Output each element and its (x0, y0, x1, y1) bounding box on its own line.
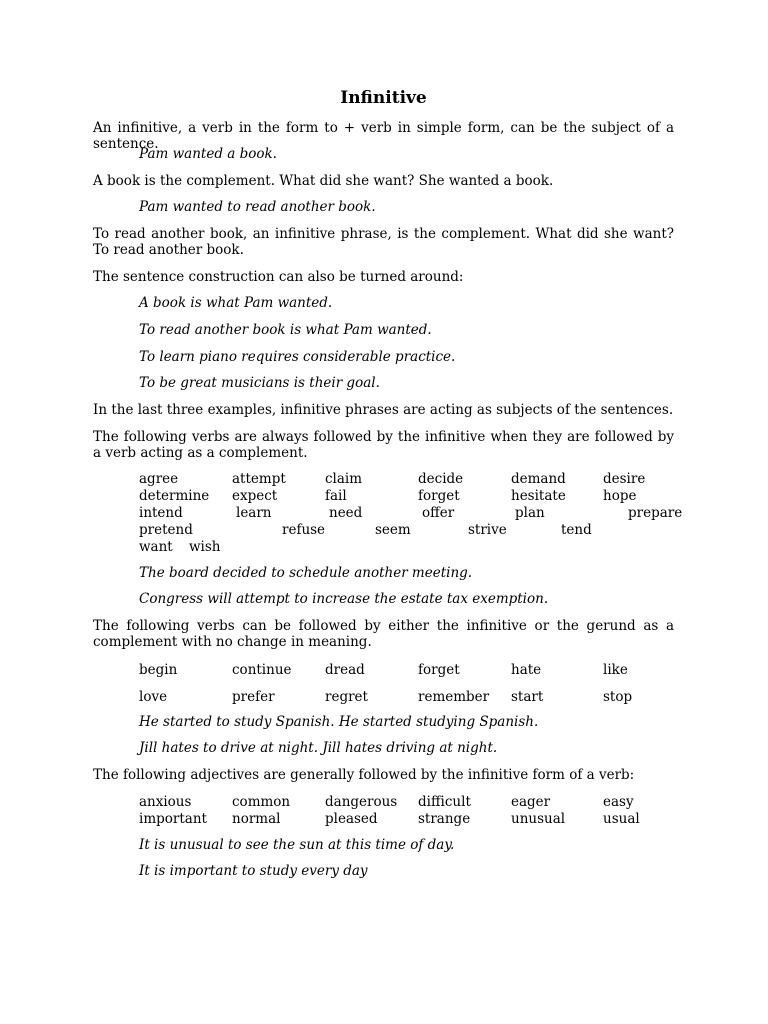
word: prefer (232, 689, 275, 705)
example-sentence: To be great musicians is their goal. (139, 375, 380, 391)
example-sentence: It is unusual to see the sun at this time of day. (139, 837, 455, 853)
word: like (603, 662, 628, 678)
verb-list-infinitive (139, 471, 683, 556)
example-sentence: It is important to study every day (139, 863, 368, 879)
example-sentence: Jill hates to drive at night. Jill hates driving at night. (139, 740, 498, 756)
example-sentence: Pam wanted to read another book. (139, 199, 376, 215)
word: difficult (418, 794, 471, 810)
word: want (139, 539, 173, 555)
example-sentence: Congress will attempt to increase the estate tax exemption. (139, 591, 549, 607)
word: pretend (139, 522, 193, 538)
paragraph-intro: An infinitive, a verb in the form to + verb in simple form, can be the subject of a sentence. (93, 120, 674, 152)
word: wish (189, 539, 221, 555)
example-sentence: To learn piano requires considerable practice. (139, 349, 456, 365)
word: prepare (628, 505, 683, 521)
word-row (139, 689, 674, 706)
word: tend (561, 522, 592, 538)
word: attempt (232, 471, 286, 487)
word: normal (232, 811, 281, 827)
word: easy (603, 794, 634, 810)
word-row (139, 811, 674, 828)
paragraph-adjectives: The following adjectives are generally followed by the infinitive form of a verb: (93, 767, 635, 783)
word: decide (418, 471, 464, 487)
paragraph-turned-around: The sentence construction can also be turned around: (93, 269, 464, 285)
word: forget (418, 488, 460, 504)
word-row (139, 471, 674, 488)
word: unusual (511, 811, 566, 827)
word: dread (325, 662, 365, 678)
paragraph-complement: A book is the complement. What did she want? She wanted a book. (93, 173, 554, 189)
word: strange (418, 811, 471, 827)
word: begin (139, 662, 178, 678)
word: demand (511, 471, 566, 487)
word: hate (511, 662, 542, 678)
word-row (139, 522, 674, 539)
word: need (329, 505, 363, 521)
word: strive (468, 522, 507, 538)
word-row (139, 662, 674, 679)
word-row (139, 488, 674, 505)
word: learn (236, 505, 272, 521)
word: common (232, 794, 291, 810)
word: refuse (282, 522, 326, 538)
word: seem (375, 522, 411, 538)
verb-list-either (139, 662, 674, 706)
paragraph-verbs-either: The following verbs can be followed by either the infinitive or the gerund as a complement with no change in meaning. (93, 618, 674, 650)
paragraph-subjects: In the last three examples, infinitive phrases are acting as subjects of the sentences. (93, 402, 674, 418)
word: desire (603, 471, 646, 487)
word: expect (232, 488, 278, 504)
word: forget (418, 662, 460, 678)
example-sentence: He started to study Spanish. He started studying Spanish. (139, 714, 539, 730)
word: dangerous (325, 794, 398, 810)
paragraph-verbs-infinitive: The following verbs are always followed by the infinitive when they are followed by a verb acting as a complement. (93, 429, 674, 461)
word: usual (603, 811, 640, 827)
word: start (511, 689, 544, 705)
word: hesitate (511, 488, 566, 504)
word: determine (139, 488, 210, 504)
word: fail (325, 488, 347, 504)
word: hope (603, 488, 637, 504)
word: eager (511, 794, 551, 810)
word: intend (139, 505, 183, 521)
word-row (139, 794, 674, 811)
example-sentence: Pam wanted a book. (139, 146, 277, 162)
adjective-list (139, 794, 674, 828)
word: continue (232, 662, 292, 678)
word: plan (515, 505, 545, 521)
word: remember (418, 689, 490, 705)
example-sentence: A book is what Pam wanted. (139, 295, 333, 311)
word: offer (422, 505, 455, 521)
word: love (139, 689, 168, 705)
word: important (139, 811, 207, 827)
word: regret (325, 689, 368, 705)
word: agree (139, 471, 179, 487)
word-row (139, 505, 683, 522)
example-sentence: The board decided to schedule another meeting. (139, 565, 473, 581)
word: anxious (139, 794, 192, 810)
word: claim (325, 471, 363, 487)
word-row (139, 539, 674, 556)
example-sentence: To read another book is what Pam wanted. (139, 322, 432, 338)
page-title: Infinitive (340, 88, 427, 108)
word: pleased (325, 811, 378, 827)
paragraph-infinitive-phrase: To read another book, an infinitive phrase, is the complement. What did she want? To read another book. (93, 226, 674, 258)
word: stop (603, 689, 633, 705)
